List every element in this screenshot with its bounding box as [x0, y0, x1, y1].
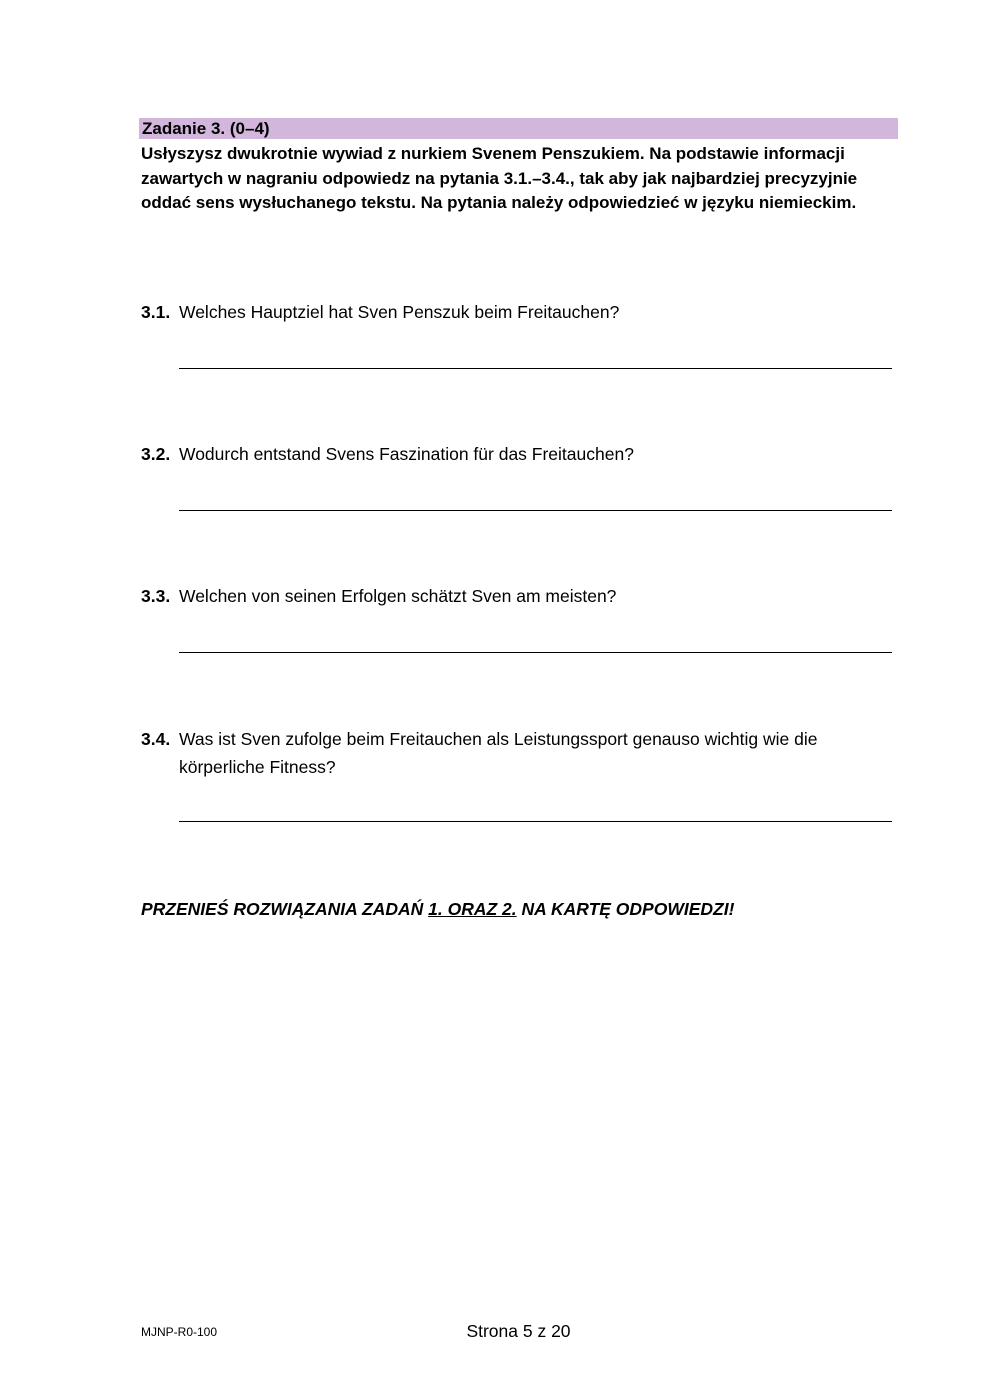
question-3-4	[141, 725, 881, 781]
question-3-1	[141, 298, 881, 326]
question-text: Wodurch entstand Svens Faszination für das Freitauchen?	[179, 444, 634, 464]
question-text: Was ist Sven zufolge beim Freitauchen als Leistungssport genauso wichtig wie die körperliche Fitness?	[179, 729, 818, 777]
exam-code: MJNP-R0-100	[141, 1325, 218, 1339]
question-text: Welchen von seinen Erfolgen schätzt Sven am meisten?	[179, 586, 617, 606]
transfer-note-suffix: NA KARTĘ ODPOWIEDZI!	[516, 899, 735, 919]
transfer-note	[141, 896, 734, 922]
answer-line-3-2[interactable]	[179, 510, 892, 511]
page-number: Strona 5 z 20	[466, 1321, 571, 1341]
task-header	[139, 118, 898, 139]
transfer-note-tasks: 1. ORAZ 2.	[428, 899, 517, 919]
question-number: 3.4.	[141, 729, 171, 749]
answer-line-3-4[interactable]	[179, 821, 892, 822]
question-number: 3.2.	[141, 444, 171, 464]
answer-line-3-3[interactable]	[179, 652, 892, 653]
task-points: (0–4)	[229, 119, 270, 138]
task-title: Zadanie 3.	[142, 119, 226, 138]
transfer-note-prefix: PRZENIEŚ ROZWIĄZANIA ZADAŃ	[141, 899, 429, 919]
question-text: Welches Hauptziel hat Sven Penszuk beim Freitauchen?	[179, 302, 620, 322]
question-number: 3.3.	[141, 586, 171, 606]
question-3-3	[141, 582, 881, 610]
answer-line-3-1[interactable]	[179, 368, 892, 369]
question-number: 3.1.	[141, 302, 171, 322]
task-instruction: Usłyszysz dwukrotnie wywiad z nurkiem Svenem Penszukiem. Na podstawie informacji zawartych w nagraniu odpowiedz na pytania 3.1.–3.4., tak aby jak najbardziej precyzyjnie oddać sens wysłuchanego tekstu. Na pytania należy odpowiedzieć w języku niemieckim.	[141, 144, 858, 212]
question-3-2	[141, 440, 881, 468]
